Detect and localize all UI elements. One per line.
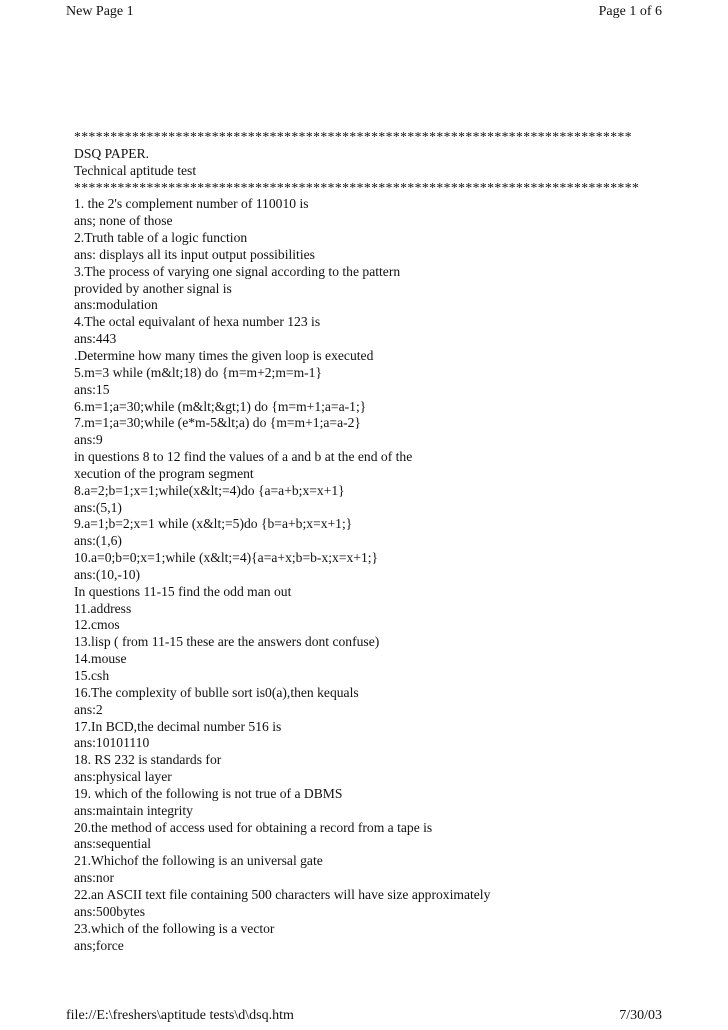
answer-line: ans; none of those [74,213,173,229]
question-line: 2.Truth table of a logic function [74,230,248,246]
print-date: 7/30/03 [619,1008,662,1023]
answer-line: ans:(5,1) [74,499,122,515]
question-line: provided by another signal is [74,280,232,296]
instruction-line: in questions 8 to 12 find the values of a and b at the end of the [74,449,413,465]
question-line: 14.mouse [74,651,127,667]
question-line: 1. the 2's complement number of 110010 is [74,196,309,212]
question-line: 21.Whichof the following is an universal gate [74,853,323,869]
question-line: 20.the method of access used for obtaining a record from a tape is [74,819,433,835]
question-line: 18. RS 232 is standards for [74,752,222,768]
question-line: 17.In BCD,the decimal number 516 is [74,718,282,734]
question-line: 19. which of the following is not true of a DBMS [74,785,343,801]
file-path: file://E:\freshers\aptitude tests\d\dsq.htm [66,1008,294,1023]
answer-line: ans;force [74,937,124,953]
question-line: 11.address [74,600,132,616]
question-line: 8.a=2;b=1;x=1;while(x&lt;=4)do {a=a+b;x=x+1} [74,482,345,498]
page-header [66,4,662,20]
separator-line: ****************************************************************************** [74,179,640,195]
answer-line: ans:(10,-10) [74,566,141,582]
question-line: 22.an ASCII text file containing 500 characters will have size approximately [74,886,491,902]
question-line: 12.cmos [74,617,120,633]
instruction-line: In questions 11-15 find the odd man out [74,583,292,599]
answer-line: ans:sequential [74,836,152,852]
answer-line: ans:9 [74,432,103,448]
instruction-line: xecution of the program segment [74,465,254,481]
question-line: 9.a=1;b=2;x=1 while (x&lt;=5)do {b=a+b;x=x+1;} [74,516,353,532]
document-body [74,129,718,954]
instruction-line: .Determine how many times the given loop is executed [74,347,374,363]
question-line: 4.The octal equivalant of hexa number 123 is [74,314,321,330]
separator-line: ***************************************************************************** [74,129,633,144]
answer-line: ans:443 [74,331,117,347]
answer-line: ans: displays all its input output possibilities [74,246,315,262]
question-line: 23.which of the following is a vector [74,920,275,936]
question-line: 5.m=3 while (m&lt;18) do {m=m+2;m=m-1} [74,364,322,380]
document-subtitle: Technical aptitude test [74,162,197,178]
answer-line: ans:nor [74,870,115,886]
question-line: 3.The process of varying one signal according to the pattern [74,263,401,279]
answer-line: ans:15 [74,381,110,397]
page-number: Page 1 of 6 [598,4,662,19]
question-line: 15.csh [74,668,110,683]
page-footer [66,1008,662,1024]
answer-line: ans:maintain integrity [74,802,193,818]
question-line: 7.m=1;a=30;while (e*m-5&lt;a) do {m=m+1;a=a-2} [74,415,361,431]
page-title: New Page 1 [66,4,134,19]
question-line: 16.The complexity of bublle sort is0(a),then kequals [74,684,359,700]
question-line: 6.m=1;a=30;while (m&lt;&gt;1) do {m=m+1;a=a-1;} [74,398,367,414]
question-line: 13.lisp ( from 11-15 these are the answers dont confuse) [74,634,380,650]
answer-line: ans:500bytes [74,903,145,919]
question-line: 10.a=0;b=0;x=1;while (x&lt;=4){a=a+x;b=b-x;x=x+1;} [74,550,379,566]
document-title: DSQ PAPER. [74,145,150,161]
answer-line: ans:modulation [74,297,158,313]
answer-line: ans:10101110 [74,735,150,751]
answer-line: ans:physical layer [74,769,172,785]
answer-line: ans:(1,6) [74,533,122,549]
answer-line: ans:2 [74,701,103,717]
